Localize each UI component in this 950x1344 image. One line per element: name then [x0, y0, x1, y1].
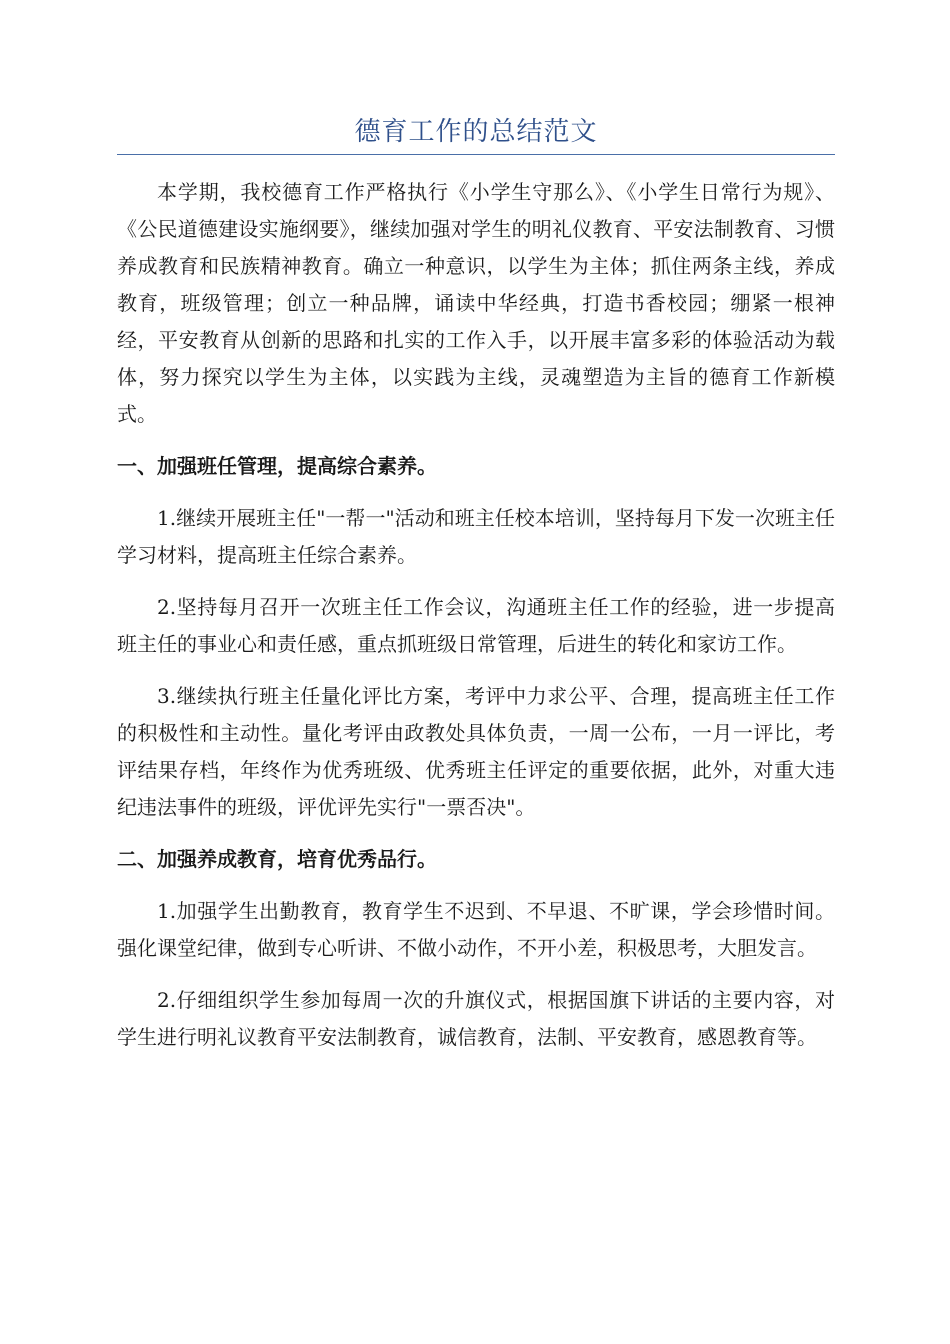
title-underline [117, 154, 835, 155]
section-2 [117, 841, 835, 1056]
section-item: 1.继续开展班主任"一帮一"活动和班主任校本培训，坚持每月下发一次班主任学习材料，提高班主任综合素养。 [117, 506, 835, 567]
document-title: 德育工作的总结范文 [354, 117, 598, 147]
section-item: 2.坚持每月召开一次班主任工作会议，沟通班主任工作的经验，进一步提高班主任的事业心和责任感，重点抓班级日常管理，后进生的转化和家访工作。 [117, 595, 835, 656]
section-1 [117, 448, 835, 826]
section-item: 2.仔细组织学生参加每周一次的升旗仪式，根据国旗下讲话的主要内容，对学生进行明礼议教育平安法制教育，诚信教育，法制、平安教育，感恩教育等。 [117, 988, 835, 1049]
document-page [117, 112, 835, 1056]
intro-paragraph: 本学期，我校德育工作严格执行《小学生守那么》、《小学生日常行为规》、《公民道德建设实施纲要》，继续加强对学生的明礼仪教育、平安法制教育、习惯养成教育和民族精神教育。确立一种意识，以学生为主体；抓住两条主线，养成教育，班级管理；创立一种品牌，诵读中华经典，打造书香校园；绷紧一根神经，平安教育从创新的思路和扎实的工作入手，以开展丰富多彩的体验活动为载体，努力探究以学生为主体，以实践为主线，灵魂塑造为主旨的德育工作新模式。 [117, 180, 835, 426]
section-item: 1.加强学生出勤教育，教育学生不迟到、不早退、不旷课，学会珍惜时间。强化课堂纪律，做到专心听讲、不做小动作，不开小差，积极思考，大胆发言。 [117, 899, 835, 960]
section-heading: 二、加强养成教育，培育优秀品行。 [117, 847, 437, 871]
section-item: 3.继续执行班主任量化评比方案，考评中力求公平、合理，提高班主任工作的积极性和主动性。量化考评由政教处具体负责，一周一公布，一月一评比，考评结果存档，年终作为优秀班级、优秀班主任评定的重要依据，此外，对重大违纪违法事件的班级，评优评先实行"一票否决"。 [117, 684, 835, 819]
section-heading: 一、加强班任管理，提高综合素养。 [117, 454, 437, 478]
